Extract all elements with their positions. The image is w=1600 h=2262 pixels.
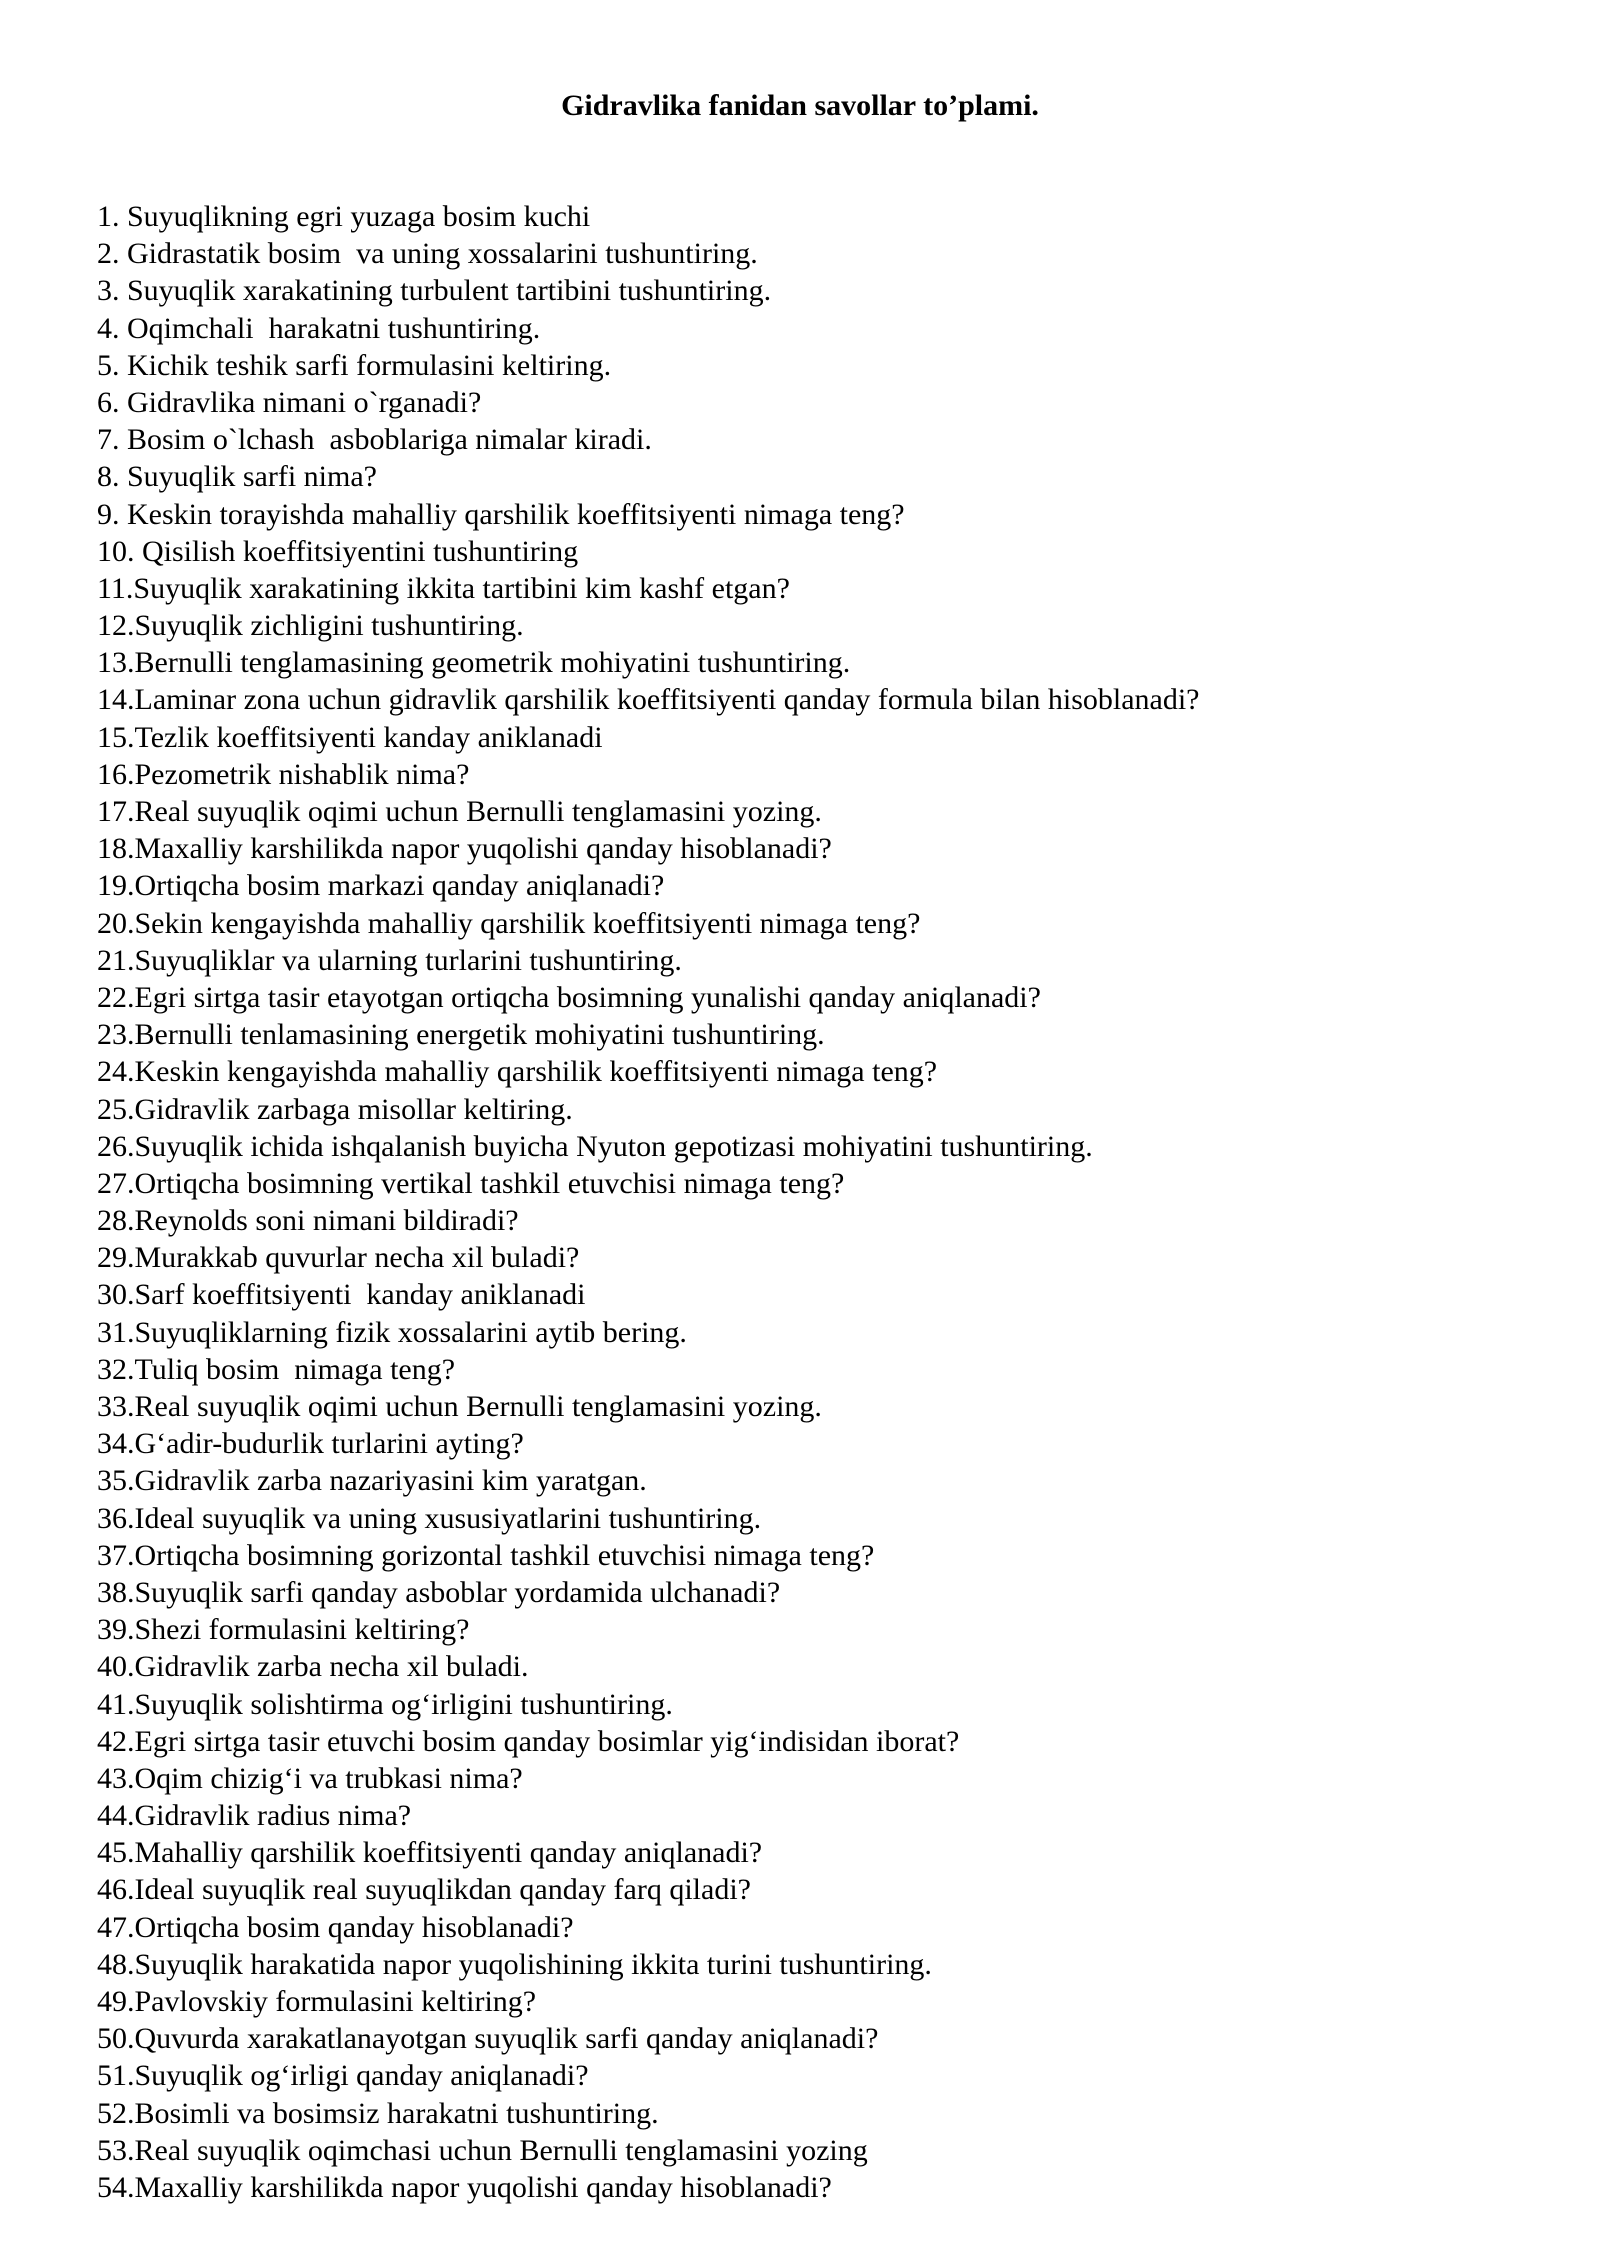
question-item: 49.Pavlovskiy formulasini keltiring? [97, 1985, 537, 2018]
question-list [97, 198, 1200, 2206]
question-item: 6. Gidravlika nimani o`rganadi? [97, 385, 482, 419]
question-item: 32.Tuliq bosim nimaga teng? [97, 1352, 456, 1386]
question-item: 36.Ideal suyuqlik va uning xususiyatlarini tushuntiring. [97, 1501, 762, 1535]
question-item: 8. Suyuqlik sarfi nima? [97, 460, 377, 494]
question-item: 27.Ortiqcha bosimning vertikal tashkil etuvchisi nimaga teng? [97, 1166, 845, 1200]
question-item: 50.Quvurda xarakatlanayotgan suyuqlik sarfi qanday aniqlanadi? [97, 2022, 879, 2056]
question-item: 22.Egri sirtga tasir etayotgan ortiqcha bosimning yunalishi qanday aniqlanadi? [97, 980, 1041, 1014]
question-item: 11.Suyuqlik xarakatining ikkita tartibini kim kashf etgan? [97, 571, 790, 605]
question-item: 44.Gidravlik radius nima? [97, 1799, 412, 1833]
question-item: 45.Mahalliy qarshilik koeffitsiyenti qanday aniqlanadi? [97, 1836, 763, 1870]
document-title: Gidravlika fanidan savollar to’plami. [561, 89, 1039, 122]
question-item: 33.Real suyuqlik oqimi uchun Bernulli tenglamasini yozing. [97, 1390, 822, 1423]
question-item: 18.Maxalliy karshilikda napor yuqolishi qanday hisoblanadi? [97, 832, 832, 866]
question-item: 14.Laminar zona uchun gidravlik qarshilik koeffitsiyenti qanday formula bilan hisoblanadi? [97, 683, 1200, 717]
question-item: 23.Bernulli tenlamasining energetik mohiyatini tushuntiring. [97, 1018, 825, 1052]
question-item: 5. Kichik teshik sarfi formulasini keltiring. [97, 348, 612, 382]
question-item: 47.Ortiqcha bosim qanday hisoblanadi? [97, 1910, 574, 1944]
question-item: 28.Reynolds soni nimani bildiradi? [97, 1204, 519, 1238]
question-item: 25.Gidravlik zarbaga misollar keltiring. [97, 1092, 573, 1126]
question-item: 10. Qisilish koeffitsiyentini tushuntiring [97, 534, 579, 568]
question-item: 24.Keskin kengayishda mahalliy qarshilik koeffitsiyenti nimaga teng? [97, 1055, 938, 1089]
question-item: 16.Pezometrik nishablik nima? [97, 757, 470, 791]
question-item: 52.Bosimli va bosimsiz harakatni tushuntiring. [97, 2096, 659, 2130]
question-item: 34.G‘adir-budurlik turlarini ayting? [97, 1427, 524, 1461]
question-item: 4. Oqimchali harakatni tushuntiring. [97, 311, 541, 345]
question-item: 54.Maxalliy karshilikda napor yuqolishi qanday hisoblanadi? [97, 2170, 832, 2204]
question-item: 38.Suyuqlik sarfi qanday asboblar yordamida ulchanadi? [97, 1575, 781, 1609]
question-item: 48.Suyuqlik harakatida napor yuqolishining ikkita turini tushuntiring. [97, 1947, 932, 1981]
question-item: 53.Real suyuqlik oqimchasi uchun Bernulli tenglamasini yozing [97, 2133, 868, 2167]
question-item: 40.Gidravlik zarba necha xil buladi. [97, 1650, 529, 1684]
question-item: 7. Bosim o`lchash asboblariga nimalar kiradi. [97, 423, 652, 457]
question-item: 13.Bernulli tenglamasining geometrik mohiyatini tushuntiring. [97, 646, 851, 680]
question-item: 3. Suyuqlik xarakatining turbulent tartibini tushuntiring. [97, 274, 772, 308]
question-item: 37.Ortiqcha bosimning gorizontal tashkil etuvchisi nimaga teng? [97, 1538, 875, 1572]
question-item: 39.Shezi formulasini keltiring? [97, 1613, 470, 1647]
question-item: 12.Suyuqlik zichligini tushuntiring. [97, 609, 524, 643]
question-item: 35.Gidravlik zarba nazariyasini kim yaratgan. [97, 1464, 647, 1498]
question-item: 31.Suyuqliklarning fizik xossalarini aytib bering. [97, 1315, 687, 1349]
question-item: 30.Sarf koeffitsiyenti kanday aniklanadi [97, 1278, 586, 1312]
question-item: 19.Ortiqcha bosim markazi qanday aniqlanadi? [97, 869, 665, 903]
question-item: 1. Suyuqlikning egri yuzaga bosim kuchi [97, 200, 591, 233]
question-item: 29.Murakkab quvurlar necha xil buladi? [97, 1241, 580, 1275]
question-item: 9. Keskin torayishda mahalliy qarshilik koeffitsiyenti nimaga teng? [97, 497, 905, 531]
question-item: 15.Tezlik koeffitsiyenti kanday aniklanadi [97, 720, 603, 754]
question-item: 17.Real suyuqlik oqimi uchun Bernulli tenglamasini yozing. [97, 795, 822, 828]
question-item: 41.Suyuqlik solishtirma og‘irligini tushuntiring. [97, 1687, 673, 1721]
question-item: 51.Suyuqlik og‘irligi qanday aniqlanadi? [97, 2059, 589, 2093]
question-item: 26.Suyuqlik ichida ishqalanish buyicha Nyuton gepotizasi mohiyatini tushuntiring. [97, 1129, 1093, 1163]
question-item: 2. Gidrastatik bosim va uning xossalarini tushuntiring. [97, 237, 758, 271]
question-item: 46.Ideal suyuqlik real suyuqlikdan qanday farq qiladi? [97, 1873, 751, 1907]
question-item: 43.Oqim chizig‘i va trubkasi nima? [97, 1761, 523, 1795]
question-item: 21.Suyuqliklar va ularning turlarini tushuntiring. [97, 943, 682, 977]
question-item: 42.Egri sirtga tasir etuvchi bosim qanday bosimlar yig‘indisidan iborat? [97, 1724, 960, 1758]
question-item: 20.Sekin kengayishda mahalliy qarshilik koeffitsiyenti nimaga teng? [97, 906, 921, 940]
